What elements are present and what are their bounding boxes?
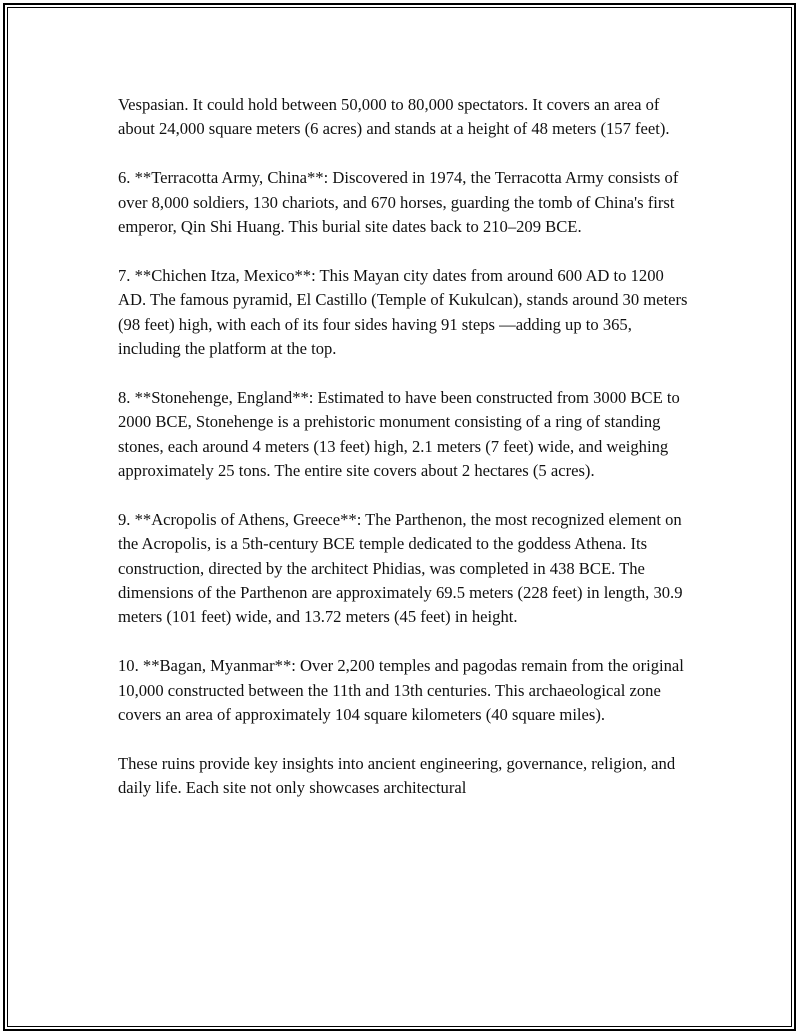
paragraph-terracotta-army: 6. **Terracotta Army, China**: Discovered in 1974, the Terracotta Army consists of over 8,000 soldiers, 130 chariots, and 670 horses, guarding the tomb of China's first emperor, Qin Shi Huang. This burial site dates back to 210–209 BCE. (118, 168, 679, 237)
paragraph-chichen-itza: 7. **Chichen Itza, Mexico**: This Mayan city dates from around 600 AD to 1200 AD. The famous pyramid, El Castillo (Temple of Kukulcan), stands around 30 meters (98 feet) high, with each of its four sides having 91 steps —adding up to 365, including the platform at the top. (118, 265, 688, 359)
document-body (118, 93, 688, 825)
paragraph-conclusion: These ruins provide key insights into ancient engineering, governance, religion, and daily life. Each site not only showcases architectural (118, 753, 676, 798)
paragraph-stonehenge: 8. **Stonehenge, England**: Estimated to have been constructed from 3000 BCE to 2000 BCE, Stonehenge is a prehistoric monument consisting of a ring of standing stones, each around 4 meters (13 feet) high, 2.1 meters (7 feet) wide, and weighing approximately 25 tons. The entire site covers about 2 hectares (5 acres). (118, 387, 680, 481)
paragraph-colosseum-continued: Vespasian. It could hold between 50,000 to 80,000 spectators. It covers an area of about 24,000 square meters (6 acres) and stands at a height of 48 meters (157 feet). (118, 95, 670, 139)
paragraph-acropolis: 9. **Acropolis of Athens, Greece**: The Parthenon, the most recognized element on the Acropolis, is a 5th-century BCE temple dedicated to the goddess Athena. Its construction, directed by the architect Phidias, was completed in 438 BCE. The dimensions of the Parthenon are approximately 69.5 meters (228 feet) in length, 30.9 meters (101 feet) wide, and 13.72 meters (45 feet) in height. (118, 509, 683, 627)
paragraph-bagan: 10. **Bagan, Myanmar**: Over 2,200 temples and pagodas remain from the original 10,000 constructed between the 11th and 13th centuries. This archaeological zone covers an area of approximately 104 square kilometers (40 square miles). (118, 656, 684, 725)
